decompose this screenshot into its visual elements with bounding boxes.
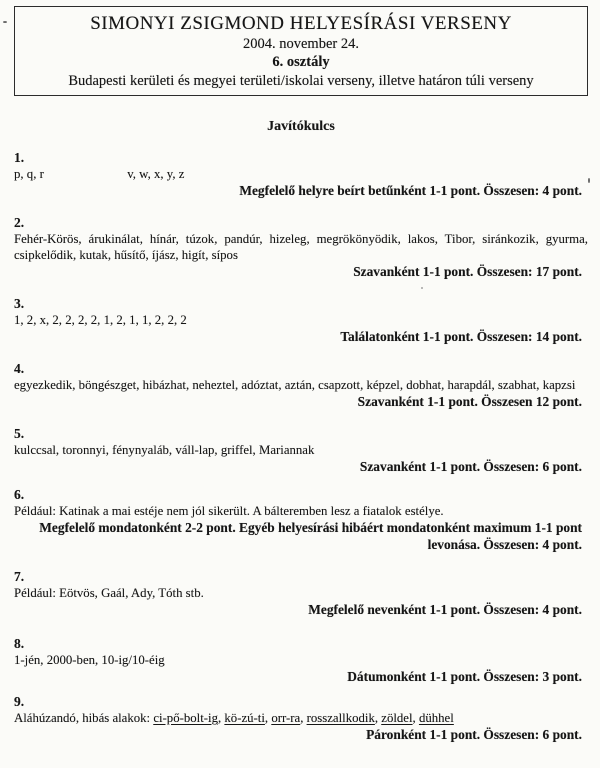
section-answers: Fehér-Körös, árukinálat, hínár, túzok, pandúr, hizeleg, megrökönyödik, lakos, Tibor, siránkozik, gyurma, csipkelődik, kutak, hűsítő, íjász, higít, sípos	[14, 232, 588, 262]
section-7	[14, 569, 588, 618]
grade-level: 6. osztály	[272, 54, 330, 70]
section-answers	[14, 166, 588, 182]
scoring-rule: Szavanként 1-1 pont. Összesen: 17 pont.	[353, 264, 582, 279]
section-answers: 1, 2, x, 2, 2, 2, 2, 1, 2, 1, 1, 2, 2, 2	[14, 313, 187, 327]
section-8	[14, 636, 588, 685]
section-2	[14, 215, 588, 280]
section-number: 2.	[14, 215, 25, 230]
section-answers: 1-jén, 2000-ben, 10-ig/10-éig	[14, 653, 165, 667]
section-number: 6.	[14, 487, 25, 502]
underline-instruction: Aláhúzandó, hibás alakok:	[14, 711, 154, 725]
section-number: 9.	[14, 694, 25, 709]
section-1	[14, 150, 588, 199]
section-answers: kulccsal, toronnyi, fénynyaláb, váll-lap, griffel, Mariannak	[14, 443, 315, 457]
answer-column-2: v, w, x, y, z	[127, 167, 185, 181]
answer-key-title: Javítókulcs	[267, 119, 335, 134]
header-box	[14, 6, 588, 96]
competition-subtitle: Budapesti kerületi és megyei területi/iskolai verseny, illetve határon túli verseny	[68, 73, 534, 89]
scoring-rule: Dátumonként 1-1 pont. Összesen: 3 pont.	[347, 669, 582, 684]
underlined-words: ci-pő-bolt-ig, kö-zú-ti, orr-ra, rosszallkodik, zöldel, dühhel	[153, 711, 454, 725]
scoring-rule: Páronként 1-1 pont. Összesen: 6 pont.	[366, 727, 582, 742]
section-3	[14, 296, 588, 345]
answer-column-1: p, q, r	[14, 167, 44, 181]
underlined-word: dühhel	[418, 711, 454, 725]
scoring-rule: Megfelelő mondatonként 2-2 pont. Egyéb helyesírási hibáért mondatonként maximum 1-1 pont levonása. Összesen: 4 pont.	[39, 520, 582, 552]
section-4	[14, 361, 588, 410]
scoring-rule: Szavanként 1-1 pont. Összesen 12 pont.	[357, 394, 582, 409]
underlined-word: zöldel	[381, 711, 413, 725]
scoring-rule: Megfelelő nevenként 1-1 pont. Összesen: 4 pont.	[308, 602, 582, 617]
section-answers	[14, 710, 588, 726]
underlined-word: ci-pő-bolt-ig	[153, 711, 218, 725]
section-5	[14, 426, 588, 475]
scan-speck	[3, 21, 7, 23]
underlined-word: kö-zú-ti	[224, 711, 265, 725]
scoring-rule: Megfelelő helyre beírt betűnként 1-1 pont. Összesen: 4 pont.	[239, 183, 582, 198]
section-number: 3.	[14, 296, 25, 311]
scoring-rule: Szavanként 1-1 pont. Összesen: 6 pont.	[359, 459, 582, 474]
scan-speck	[588, 178, 590, 183]
section-answers: Például: Eötvös, Gaál, Ady, Tóth stb.	[14, 586, 204, 600]
section-number: 4.	[14, 361, 25, 376]
scan-speck	[421, 287, 423, 289]
competition-date: 2004. november 24.	[243, 36, 359, 52]
competition-title: SIMONYI ZSIGMOND HELYESÍRÁSI VERSENY	[90, 13, 512, 34]
section-number: 5.	[14, 426, 25, 441]
scoring-rule: Találatonként 1-1 pont. Összesen: 14 pont.	[340, 329, 582, 344]
section-number: 8.	[14, 636, 25, 651]
underlined-word: orr-ra	[271, 711, 301, 725]
section-number: 1.	[14, 150, 25, 165]
section-6	[14, 487, 588, 553]
underlined-word: rosszallkodik	[306, 711, 375, 725]
section-number: 7.	[14, 569, 25, 584]
section-answers: egyezkedik, böngészget, hibázhat, neheztel, adóztat, aztán, csapzott, képzel, dobhat, harapdál, szabhat, kapzsi	[14, 378, 576, 392]
section-answers: Például: Katinak a mai estéje nem jól sikerült. A bálteremben lesz a fiatalok estélye.	[14, 504, 444, 518]
section-9	[14, 694, 588, 743]
